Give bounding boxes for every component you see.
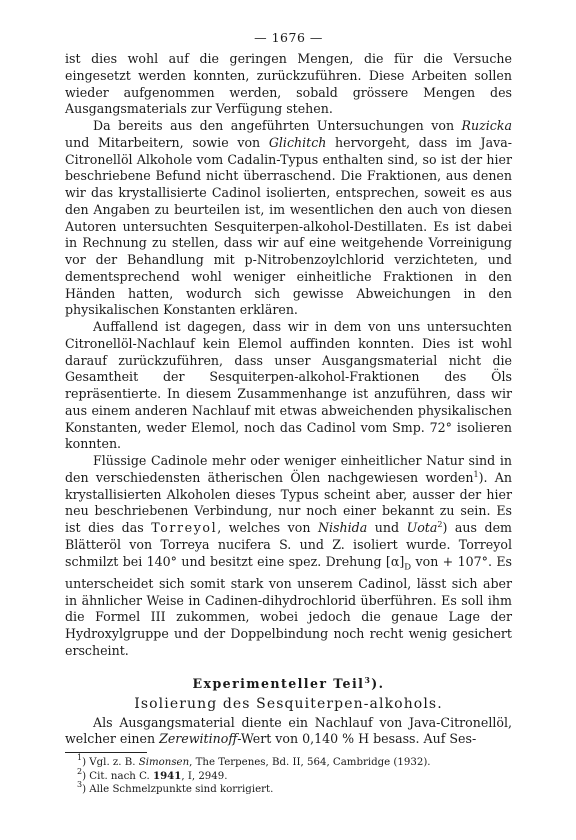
text-run: Als Ausgangsmaterial diente ein Nachlauf von Java-Citronellöl, welcher einen	[65, 714, 512, 747]
heading-text: Experimenteller Teil	[192, 675, 365, 691]
paragraph-ruzicka	[65, 118, 512, 319]
footnote-2	[65, 766, 512, 784]
text-run: ) Vgl. z. B.	[82, 757, 139, 769]
text-run: ) Cit. nach C.	[82, 770, 153, 782]
footnote-mark: 3	[77, 780, 83, 790]
text-run: und Mitarbeitern, sowie von	[65, 134, 269, 150]
page	[65, 30, 512, 797]
text-run: von + 107°. Es unterscheidet sich somit stark von unserem Cadinol, lässt sich aber in ähnlicher Weise in Cadinen-dihydrochlorid überführen. Es soll ihm die Formel III zukommen, wobei jedoch die genaue Lage der Hydroxylgruppe und der Doppelbindung noch recht wenig gesichert erscheint.	[65, 553, 512, 658]
text-run: Flüssige Cadinole mehr oder weniger einheitlicher Natur sind in den verschiedensten ätherischen Ölen nachgewiesen worden	[65, 453, 512, 485]
subscript-d: D	[404, 562, 412, 573]
section-heading	[65, 676, 512, 692]
compound-name: Torreyol	[151, 520, 218, 535]
paragraph-elemol: Auffallend ist dagegen, dass wir in dem von uns untersuchten Citronellöl-Nachlauf kein Elemol auffinden konnten. Dies ist wohl darauf zurückzuführen, dass unser Ausgangsmaterial nicht die Gesamtheit der Sesquiterpen-alkohol-Fraktionen des Öls repräsentierte. In diesem Zusammenhange ist anzuführen, dass wir aus einem anderen Nachlauf mit etwas abweichenden physikalischen Konstanten, weder Elemol, noch das Cadinol vom Smp. 72° isolieren konnten.	[65, 319, 512, 452]
text-run: und	[367, 520, 407, 535]
footnote-mark: 1	[77, 753, 83, 763]
author-name: Simonsen	[138, 757, 190, 769]
text-run: ) aus dem Blätteröl von Torreya nucifera S. und Z. isoliert wurde. Torreyol schmilzt bei 140° und besitzt eine spez. Drehung [α]	[65, 520, 512, 569]
paragraph-torreyol	[65, 453, 512, 660]
citation-year: 1941	[152, 769, 182, 782]
text-run: -Wert von 0,140 % H besass. Auf Ses-	[237, 731, 477, 747]
heading-text-end: ).	[371, 675, 385, 691]
author-name: Ruzicka	[461, 118, 512, 133]
footnote-ref: 3	[364, 674, 372, 685]
author-name: Glichitch	[268, 134, 327, 150]
footnote-3	[65, 780, 512, 797]
text-run: hervorgeht, dass im Java-Citronellöl Alkohole vom Cadalin-Typus enthalten sind, so ist der hier beschriebene Befund nicht überraschend. Die Fraktionen, aus denen wir das krystallisierte Cadinol isolierten, entsprechen, soweit es aus den Angaben zu beurteilen ist, im wesentlichen den auch von diesen Autoren untersuchten Sesquiterpen-alkohol-Destillaten. Es ist dabei in Rechnung zu stellen, dass wir auf eine weitgehende Vorreinigung vor der Behandlung mit p-Nitrobenzoylchlorid verzichteten, und dementsprechend wohl weniger einheitliche Fraktionen in den Händen hatten, wodurch sich gewisse Abweichungen in den physikalischen Konstanten erklären.	[65, 134, 512, 318]
footnote-ref: 2	[437, 520, 443, 529]
text-run: ). An krystallisierten Alkoholen dieses Typus scheint aber, ausser der hier neu beschriebenen Verbindung, nur noch einer bekannt zu sein. Es ist dies das	[65, 469, 512, 535]
paragraph-material	[65, 715, 512, 749]
footnote-ref: 1	[473, 469, 479, 479]
footnote-1	[65, 753, 512, 770]
paragraph-continuation: ist dies wohl auf die geringen Mengen, die für die Versuche eingesetzt werden konnten, zurückzuführen. Diese Arbeiten sollen wieder aufgenommen werden, sobald grössere Mengen des Ausgangsmaterials zur Verfügung stehen.	[65, 51, 512, 117]
text-run: ) Alle Schmelzpunkte sind korrigiert.	[82, 784, 274, 796]
author-name: Uota	[406, 520, 438, 535]
footnote-mark: 2	[77, 766, 83, 776]
text-run: , welches von	[217, 520, 318, 535]
text-run: , I, 2949.	[181, 770, 228, 782]
text-run: , The Terpenes, Bd. II, 564, Cambridge (1932).	[189, 757, 431, 769]
text-run: Da bereits aus den angeführten Untersuchungen von	[93, 118, 462, 133]
author-name: Zerewitinoff	[159, 731, 238, 747]
author-name: Nishida	[318, 520, 368, 535]
page-number: — 1676 —	[254, 30, 323, 45]
subsection-heading: Isolierung des Sesquiterpen-alkohols.	[134, 695, 443, 712]
